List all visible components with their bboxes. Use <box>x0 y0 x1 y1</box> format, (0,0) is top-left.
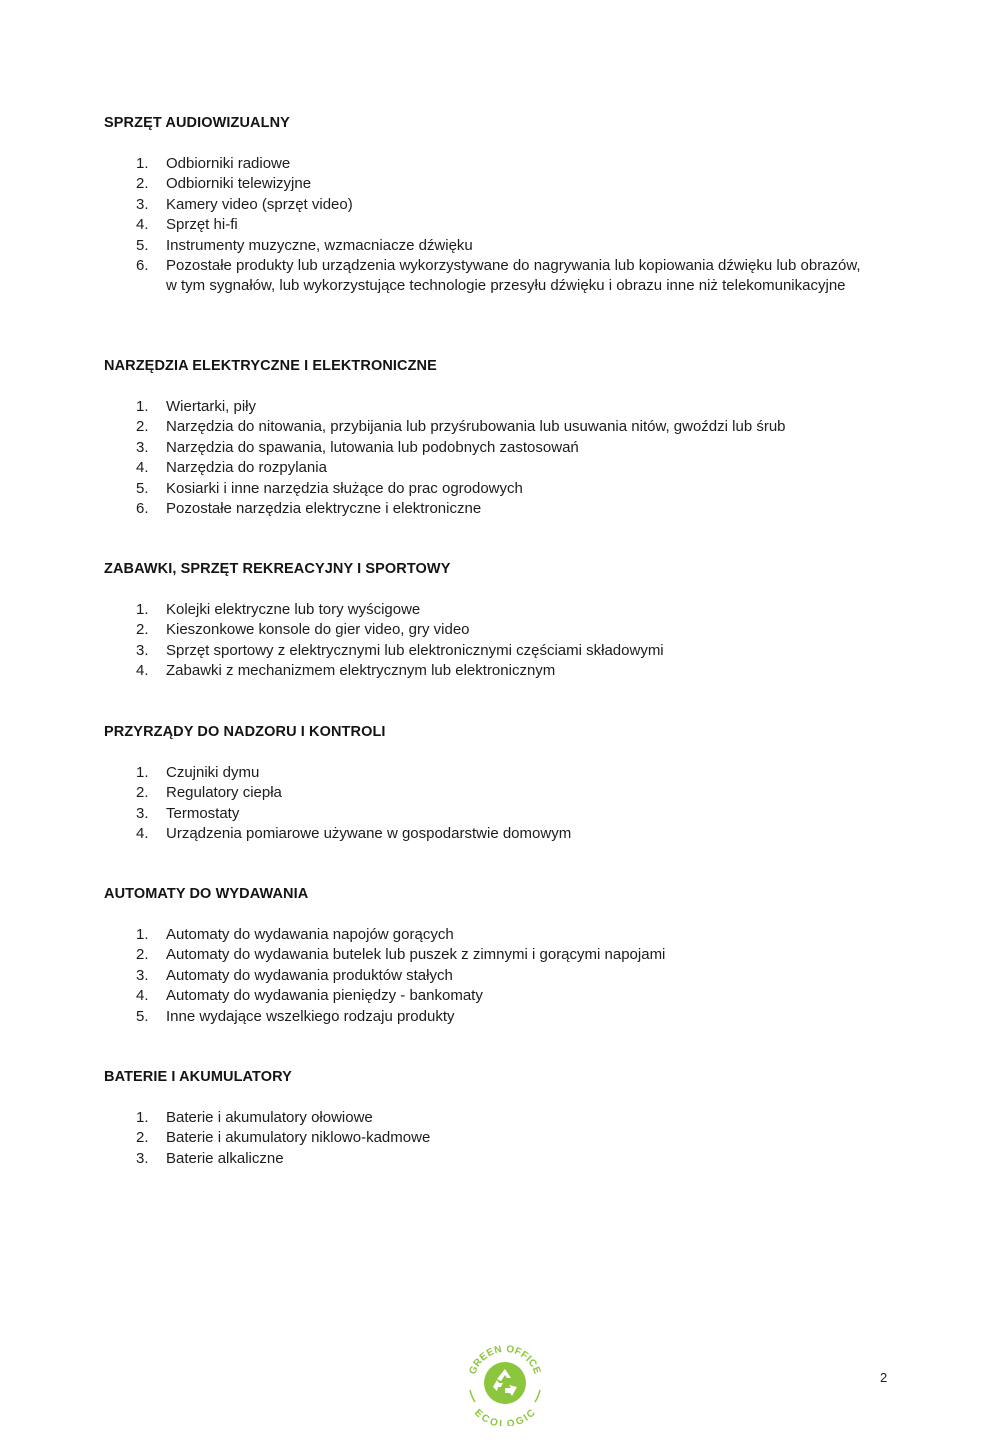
list-item-number: 2. <box>136 621 149 639</box>
page-number: 2 <box>880 1370 888 1385</box>
list-item-number: 5. <box>136 479 149 497</box>
list-item-number: 2. <box>136 784 149 802</box>
list-item <box>104 256 864 297</box>
list-item-number: 1. <box>136 926 149 943</box>
list-item-text: Sprzęt sportowy z elektrycznymi lub elektronicznymi częściami składowymi <box>166 641 664 659</box>
list-item-text: Baterie i akumulatory ołowiowe <box>166 1109 373 1126</box>
list-item-number: 2. <box>136 946 149 964</box>
list-item-text: Automaty do wydawania pieniędzy - bankomaty <box>166 987 483 1005</box>
list-item <box>104 174 864 194</box>
list-item-text: Inne wydające wszelkiego rodzaju produkty <box>166 1007 455 1025</box>
list-item <box>104 195 864 215</box>
list-item-number: 5. <box>136 1007 149 1025</box>
list-item <box>104 1007 864 1027</box>
section-heading: NARZĘDZIA ELEKTRYCZNE I ELEKTRONICZNE <box>104 358 437 374</box>
list-item <box>104 966 864 986</box>
list-item <box>104 1149 864 1169</box>
list-item-text: Regulatory ciepła <box>166 784 282 802</box>
list-item-text: Narzędzia do rozpylania <box>166 459 327 477</box>
list-item-text: Instrumenty muzyczne, wzmacniacze dźwięku <box>166 236 473 254</box>
list-item-number: 3. <box>136 966 149 984</box>
list-item <box>104 804 864 824</box>
list-item <box>104 397 864 417</box>
list-item <box>104 824 864 844</box>
list-item-text: Kieszonkowe konsole do gier video, gry video <box>166 621 470 639</box>
list-item <box>104 986 864 1006</box>
list-item-number: 3. <box>136 1149 149 1167</box>
section-heading: BATERIE I AKUMULATORY <box>104 1069 292 1085</box>
section-heading: AUTOMATY DO WYDAWANIA <box>104 886 309 902</box>
list-item-number: 6. <box>136 257 149 275</box>
category-section <box>104 884 864 1027</box>
list-item <box>104 154 864 174</box>
category-section <box>104 1067 864 1169</box>
list-item <box>104 661 864 681</box>
list-item <box>104 417 864 437</box>
list-item-number: 1. <box>136 601 149 618</box>
section-heading: ZABAWKI, SPRZĘT REKREACYJNY I SPORTOWY <box>104 561 451 577</box>
list-item-text: Kolejki elektryczne lub tory wyścigowe <box>166 601 421 618</box>
list-item-number: 2. <box>136 175 149 193</box>
list-item <box>104 458 864 478</box>
category-section <box>104 113 864 297</box>
list-item-text: Automaty do wydawania napojów gorących <box>166 926 454 943</box>
list-item-number: 3. <box>136 804 149 822</box>
list-item <box>104 1128 864 1148</box>
list-item <box>104 1108 864 1128</box>
logo-bottom-text: ECOLOGIC <box>472 1407 538 1426</box>
list-item-number: 5. <box>136 236 149 254</box>
numbered-list <box>104 397 864 519</box>
numbered-list <box>104 600 864 682</box>
list-item-number: 4. <box>136 216 149 234</box>
numbered-list <box>104 925 864 1027</box>
logo-top-text: GREEN OFFICE <box>467 1343 543 1377</box>
list-item-text: Automaty do wydawania produktów stałych <box>166 966 453 984</box>
list-item <box>104 479 864 499</box>
list-item <box>104 641 864 661</box>
list-item-text: Odbiorniki radiowe <box>166 155 291 172</box>
list-item-number: 4. <box>136 459 149 477</box>
list-item <box>104 215 864 235</box>
list-item-number: 3. <box>136 641 149 659</box>
list-item-text: Baterie alkaliczne <box>166 1149 284 1167</box>
list-item-number: 3. <box>136 438 149 456</box>
list-item-text: Kamery video (sprzęt video) <box>166 195 353 213</box>
list-item-text: Automaty do wydawania butelek lub puszek z zimnymi i gorącymi napojami <box>166 946 666 964</box>
list-item-text: Termostaty <box>166 804 240 822</box>
list-item <box>104 438 864 458</box>
list-item-number: 1. <box>136 764 149 781</box>
list-item-text: Narzędzia do nitowania, przybijania lub przyśrubowania lub usuwania nitów, gwoździ lub śrub <box>166 418 786 436</box>
list-item-number: 4. <box>136 987 149 1005</box>
list-item <box>104 620 864 640</box>
list-item-number: 4. <box>136 825 149 843</box>
list-item-text: Zabawki z mechanizmem elektrycznym lub elektronicznym <box>166 662 556 680</box>
list-item <box>104 925 864 945</box>
list-item-text: Baterie i akumulatory niklowo-kadmowe <box>166 1129 431 1147</box>
list-item-number: 3. <box>136 195 149 213</box>
list-item-text: Pozostałe produkty lub urządzenia wykorzystywane do nagrywania lub kopiowania dźwięku lub obrazów, w tym sygnałów, lub wykorzystujące technologie przesyłu dźwięku i obrazu inne niż telekomunikacyjne <box>166 257 861 295</box>
list-item-text: Wiertarki, piły <box>166 398 257 415</box>
list-item-text: Narzędzia do spawania, lutowania lub podobnych zastosowań <box>166 438 579 456</box>
list-item-number: 2. <box>136 418 149 436</box>
list-item-text: Czujniki dymu <box>166 764 260 781</box>
list-item <box>104 600 864 620</box>
section-heading: PRZYRZĄDY DO NADZORU I KONTROLI <box>104 724 386 740</box>
list-item <box>104 499 864 519</box>
list-item <box>104 763 864 783</box>
list-item-number: 1. <box>136 1109 149 1126</box>
recycle-icon <box>462 1340 548 1426</box>
list-item-number: 6. <box>136 500 149 518</box>
list-item <box>104 945 864 965</box>
section-heading: SPRZĘT AUDIOWIZUALNY <box>104 115 290 131</box>
category-section <box>104 356 864 519</box>
category-section <box>104 722 864 845</box>
list-item-number: 2. <box>136 1129 149 1147</box>
list-item-number: 4. <box>136 662 149 680</box>
list-item <box>104 783 864 803</box>
svg-text:ECOLOGIC <box>472 1407 538 1426</box>
list-item <box>104 236 864 256</box>
green-office-ecologic-logo <box>462 1340 548 1426</box>
numbered-list <box>104 154 864 297</box>
list-item-text: Sprzęt hi-fi <box>166 216 238 234</box>
list-item-number: 1. <box>136 155 149 172</box>
list-item-number: 1. <box>136 398 149 415</box>
list-item-text: Kosiarki i inne narzędzia służące do prac ogrodowych <box>166 479 523 497</box>
list-item-text: Odbiorniki telewizyjne <box>166 175 312 193</box>
numbered-list <box>104 763 864 845</box>
category-section <box>104 559 864 682</box>
numbered-list <box>104 1108 864 1169</box>
list-item-text: Pozostałe narzędzia elektryczne i elektroniczne <box>166 500 482 518</box>
list-item-text: Urządzenia pomiarowe używane w gospodarstwie domowym <box>166 825 572 843</box>
